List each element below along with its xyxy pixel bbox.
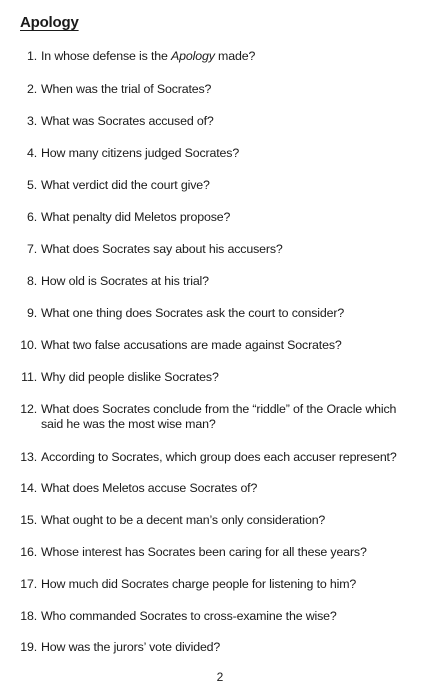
question-text: How old is Socrates at his trial? (41, 274, 209, 288)
work-title-italic: Apology (171, 49, 215, 63)
question-number: 8. (26, 274, 37, 288)
question-text: What two false accusations are made against Socrates? (41, 338, 342, 352)
question-text: Who commanded Socrates to cross-examine the wise? (41, 609, 337, 623)
question-text: What was Socrates accused of? (41, 114, 214, 128)
question-number: 5. (26, 178, 37, 192)
question-number: 3. (26, 114, 37, 128)
question-number: 4. (26, 146, 37, 160)
question-number: 10. (20, 338, 37, 352)
question-number: 1. (26, 49, 37, 63)
question-text: Why did people dislike Socrates? (41, 370, 219, 384)
page-title: Apology (20, 14, 79, 31)
question-number: 14. (20, 481, 37, 495)
question-number: 6. (26, 210, 37, 224)
question-text: What one thing does Socrates ask the court to consider? (41, 306, 345, 320)
question-number: 11. (21, 370, 37, 384)
question-text: When was the trial of Socrates? (41, 82, 212, 96)
page-number: 2 (216, 670, 224, 684)
question-number: 17. (20, 577, 37, 591)
question-text: What ought to be a decent man’s only consideration? (41, 513, 326, 527)
question-number: 7. (26, 242, 37, 256)
question-text-part: made? (214, 49, 256, 63)
question-number: 13. (20, 450, 37, 464)
question-text: What does Socrates conclude from the “riddle” of the Oracle which said he was the most wise man? (41, 402, 397, 431)
question-text: What does Socrates say about his accusers? (41, 242, 283, 256)
question-number: 9. (26, 306, 37, 320)
question-number: 18. (20, 609, 37, 623)
question-text: What penalty did Meletos propose? (41, 210, 231, 224)
question-text: According to Socrates, which group does each accuser represent? (41, 450, 397, 464)
question-number: 2. (26, 82, 37, 96)
question-text (41, 49, 255, 64)
question-text-part: In whose defense is the (41, 49, 172, 63)
question-text: What does Meletos accuse Socrates of? (41, 481, 258, 495)
question-text: Whose interest has Socrates been caring for all these years? (41, 545, 367, 559)
question-text: How many citizens judged Socrates? (41, 146, 240, 160)
question-number: 15. (20, 513, 37, 527)
question-number: 12. (20, 402, 37, 416)
question-text: What verdict did the court give? (41, 178, 210, 192)
question-number: 19. (20, 640, 37, 654)
question-text: How much did Socrates charge people for listening to him? (41, 577, 357, 591)
question-text: How was the jurors’ vote divided? (41, 640, 221, 654)
question-number: 16. (20, 545, 37, 559)
